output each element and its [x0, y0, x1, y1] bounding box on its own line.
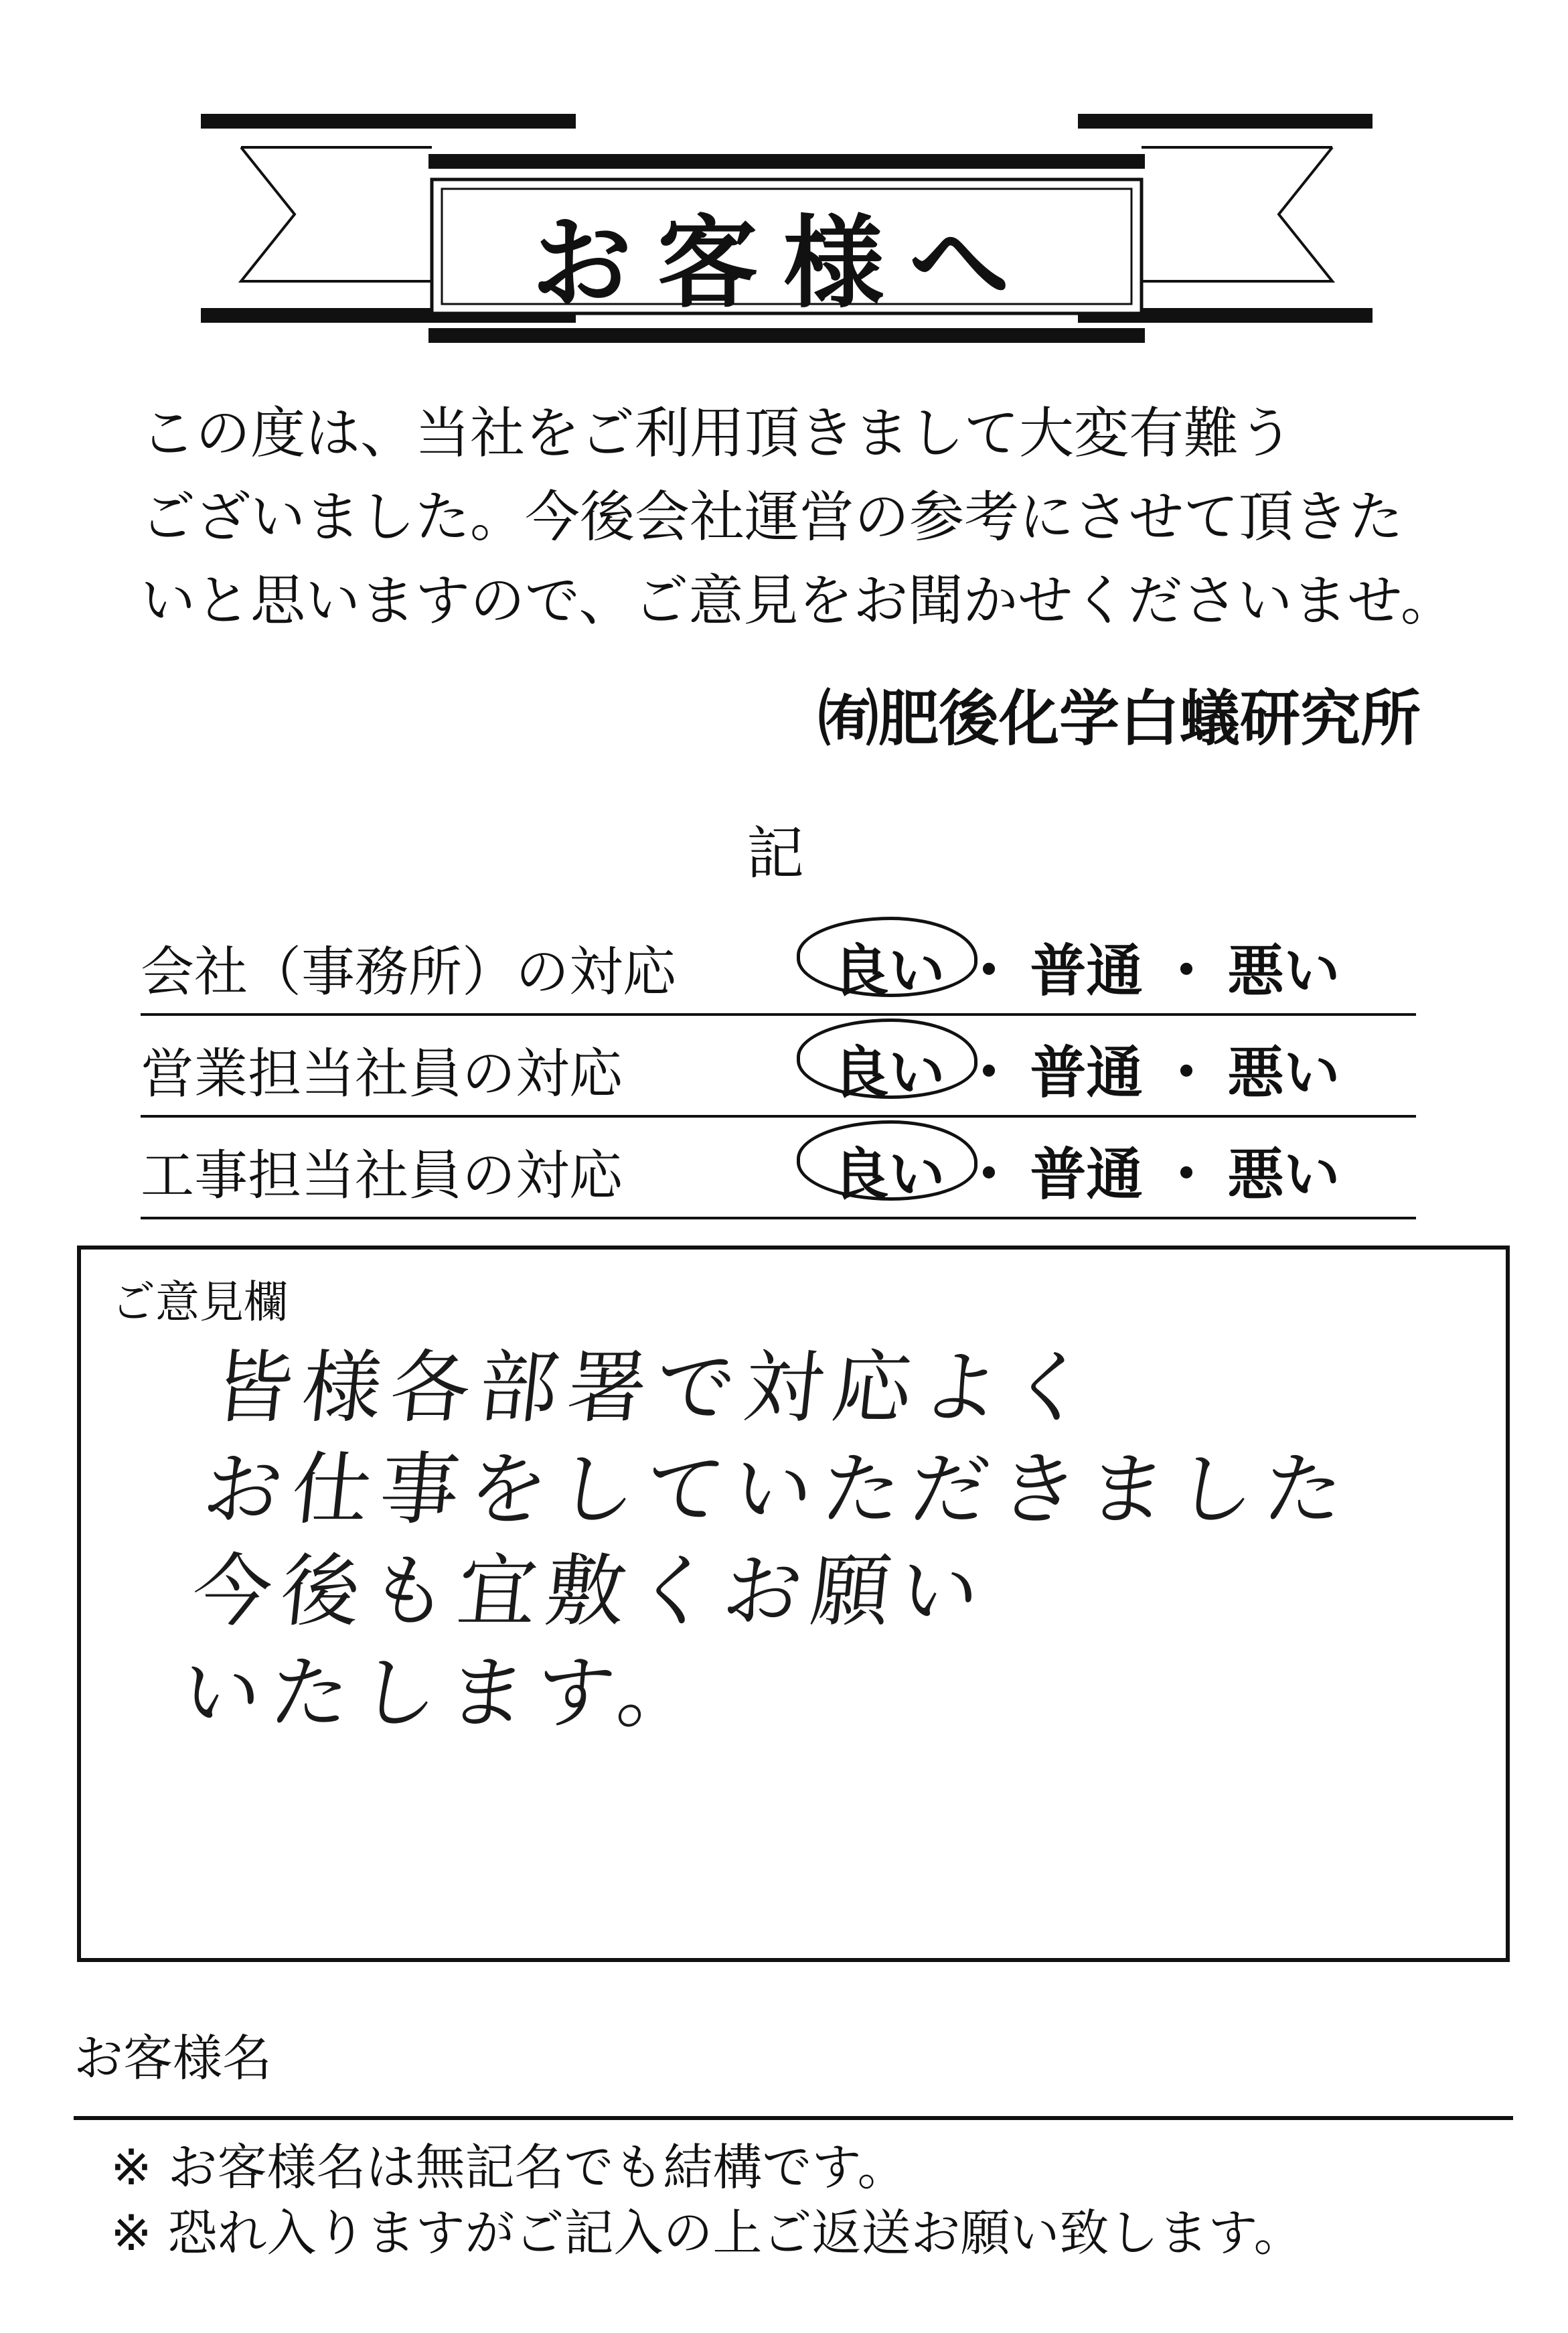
option-bad[interactable]: 悪い	[1227, 1142, 1340, 1207]
rating-table	[141, 914, 1416, 1219]
separator-dot: ・	[961, 1040, 1018, 1106]
title-banner	[201, 107, 1373, 348]
ki-heading: 記	[747, 820, 804, 887]
option-good-label: 良い	[832, 1040, 945, 1106]
rating-label: 工事担当社員の対応	[141, 1144, 623, 1207]
option-normal[interactable]: 普通	[1030, 938, 1143, 1004]
option-normal[interactable]: 普通	[1030, 1142, 1143, 1207]
selected-circle-mark	[797, 1019, 977, 1099]
separator-dot: ・	[961, 1142, 1018, 1207]
option-normal[interactable]: 普通	[1030, 1040, 1143, 1106]
option-good[interactable]	[817, 926, 961, 1007]
comment-label: ご意見欄	[111, 1276, 288, 1328]
option-good[interactable]	[817, 1028, 961, 1109]
separator-dot: ・	[1158, 1040, 1215, 1106]
rating-label: 営業担当社員の対応	[141, 1043, 623, 1105]
company-name: ㈲肥後化学白蟻研究所	[818, 684, 1421, 754]
selected-circle-mark	[797, 917, 977, 997]
intro-paragraph	[141, 392, 1456, 643]
customer-name-line[interactable]	[74, 2116, 1513, 2120]
note-line: ※ お客様名は無記名でも結構です。	[110, 2139, 907, 2196]
handwritten-comment	[177, 1337, 1492, 1744]
option-good-label: 良い	[832, 938, 945, 1004]
separator-dot: ・	[1158, 1142, 1215, 1207]
intro-line: いと思いますので、ご意見をお聞かせくださいませ。	[141, 569, 1456, 633]
rating-label: 会社（事務所）の対応	[141, 941, 676, 1003]
comment-line: いたします。	[177, 1647, 711, 1739]
option-bad[interactable]: 悪い	[1227, 1040, 1340, 1106]
note-line: ※ 恐れ入りますがご記入の上ご返送お願い致します。	[110, 2204, 1304, 2262]
comment-line: お仕事をしていただきました	[198, 1443, 1358, 1535]
separator-dot: ・	[1158, 938, 1215, 1004]
rating-row-office	[141, 914, 1416, 1016]
selected-circle-mark	[797, 1120, 977, 1201]
comment-line: 今後も宜敷くお願い	[187, 1545, 994, 1637]
intro-line: この度は、当社をご利用頂きまして大変有難う	[141, 402, 1294, 465]
page-title: お客様へ	[531, 204, 1035, 322]
option-bad[interactable]: 悪い	[1227, 938, 1340, 1004]
separator-dot: ・	[961, 938, 1018, 1004]
notes	[110, 2135, 1304, 2266]
option-good[interactable]	[817, 1130, 961, 1211]
comment-line: 皆様各部署で対応よく	[209, 1341, 1103, 1434]
rating-options	[817, 1028, 1356, 1109]
customer-name-label: お客様名	[74, 2030, 272, 2087]
intro-line: ございました。今後会社運営の参考にさせて頂きた	[141, 485, 1404, 549]
rating-row-construction	[141, 1118, 1416, 1219]
rating-options	[817, 1130, 1356, 1211]
rating-row-sales	[141, 1016, 1416, 1118]
comment-box[interactable]	[77, 1246, 1510, 1962]
rating-options	[817, 926, 1356, 1007]
option-good-label: 良い	[832, 1142, 945, 1207]
